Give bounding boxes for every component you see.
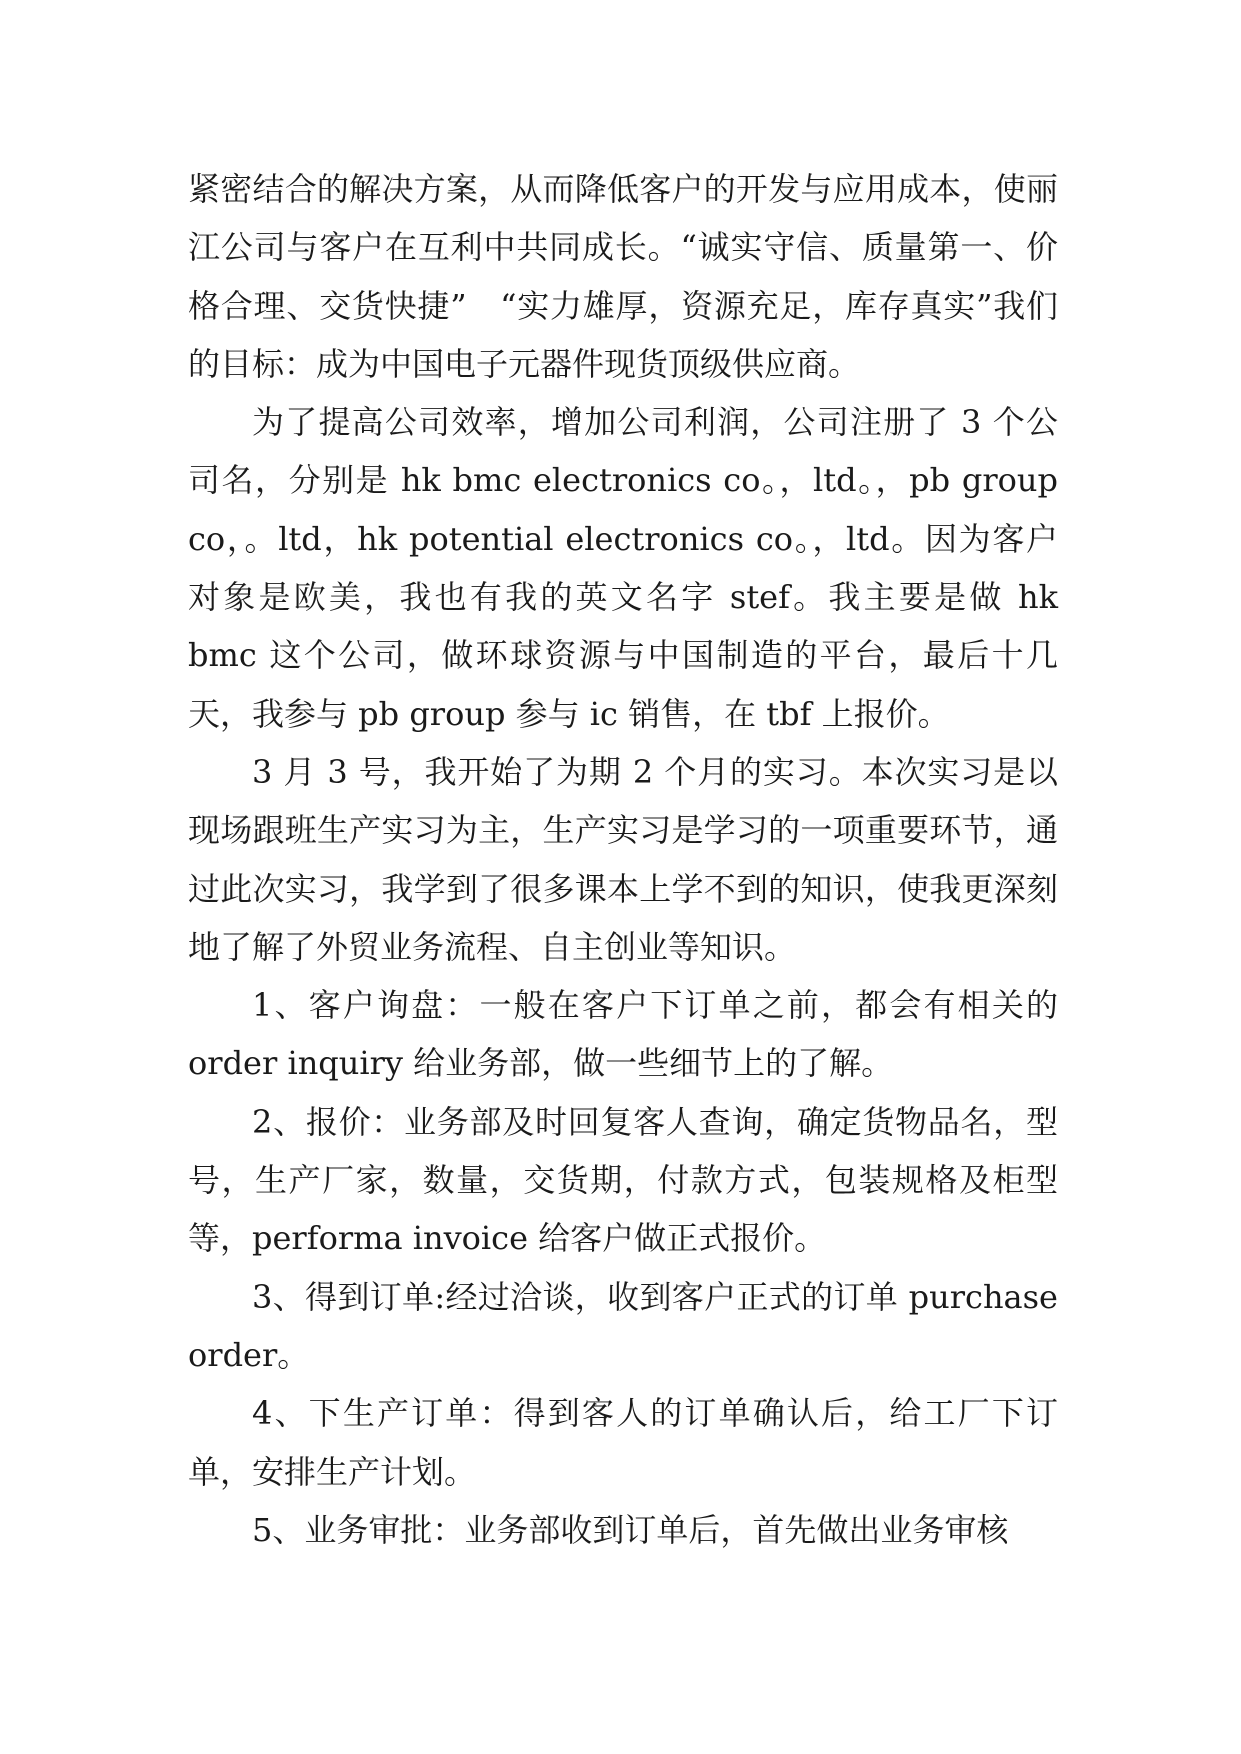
paragraph: 3 月 3 号，我开始了为期 2 个月的实习。本次实习是以现场跟班生产实习为主，生产实习是学习的一项重要环节，通过此次实习，我学到了很多课本上学不到的知识，使我更深刻地了解了外贸业务流程、自主创业等知识。 (188, 752, 1058, 966)
body-text (188, 160, 1058, 1559)
paragraph: 为了提高公司效率，增加公司利润，公司注册了 3 个公司名，分别是 hk bmc electronics co。，ltd。，pb group co，。ltd，hk potential electronics co。，ltd。因为客户对象是欧美，我也有我的英文名字 stef。我主要是做 hk bmc 这个公司，做环球资源与中国制造的平台，最后十几天，我参与 pb group 参与 ic 销售，在 tbf 上报价。 (188, 403, 1058, 733)
paragraph: 5、业务审批：业务部收到订单后，首先做出业务审核 (252, 1510, 1009, 1549)
paragraph: 3、得到订单:经过洽谈，收到客户正式的订单 purchase order。 (188, 1277, 1058, 1374)
paragraph: 4、下生产订单：得到客人的订单确认后，给工厂下订单，安排生产计划。 (188, 1394, 1058, 1491)
paragraph: 2、报价：业务部及时回复客人查询，确定货物品名，型号，生产厂家，数量，交货期，付款方式，包装规格及柜型等，performa invoice 给客户做正式报价。 (188, 1102, 1058, 1258)
paragraph: 紧密结合的解决方案，从而降低客户的开发与应用成本，使丽江公司与客户在互利中共同成长。“诚实守信、质量第一、价格合理、交货快捷” “实力雄厚，资源充足，库存真实”我们的目标：成为中国电子元器件现货顶级供应商。 (188, 170, 1058, 383)
paragraph: 1、客户询盘：一般在客户下订单之前，都会有相关的 order inquiry 给业务部，做一些细节上的了解。 (188, 986, 1058, 1083)
